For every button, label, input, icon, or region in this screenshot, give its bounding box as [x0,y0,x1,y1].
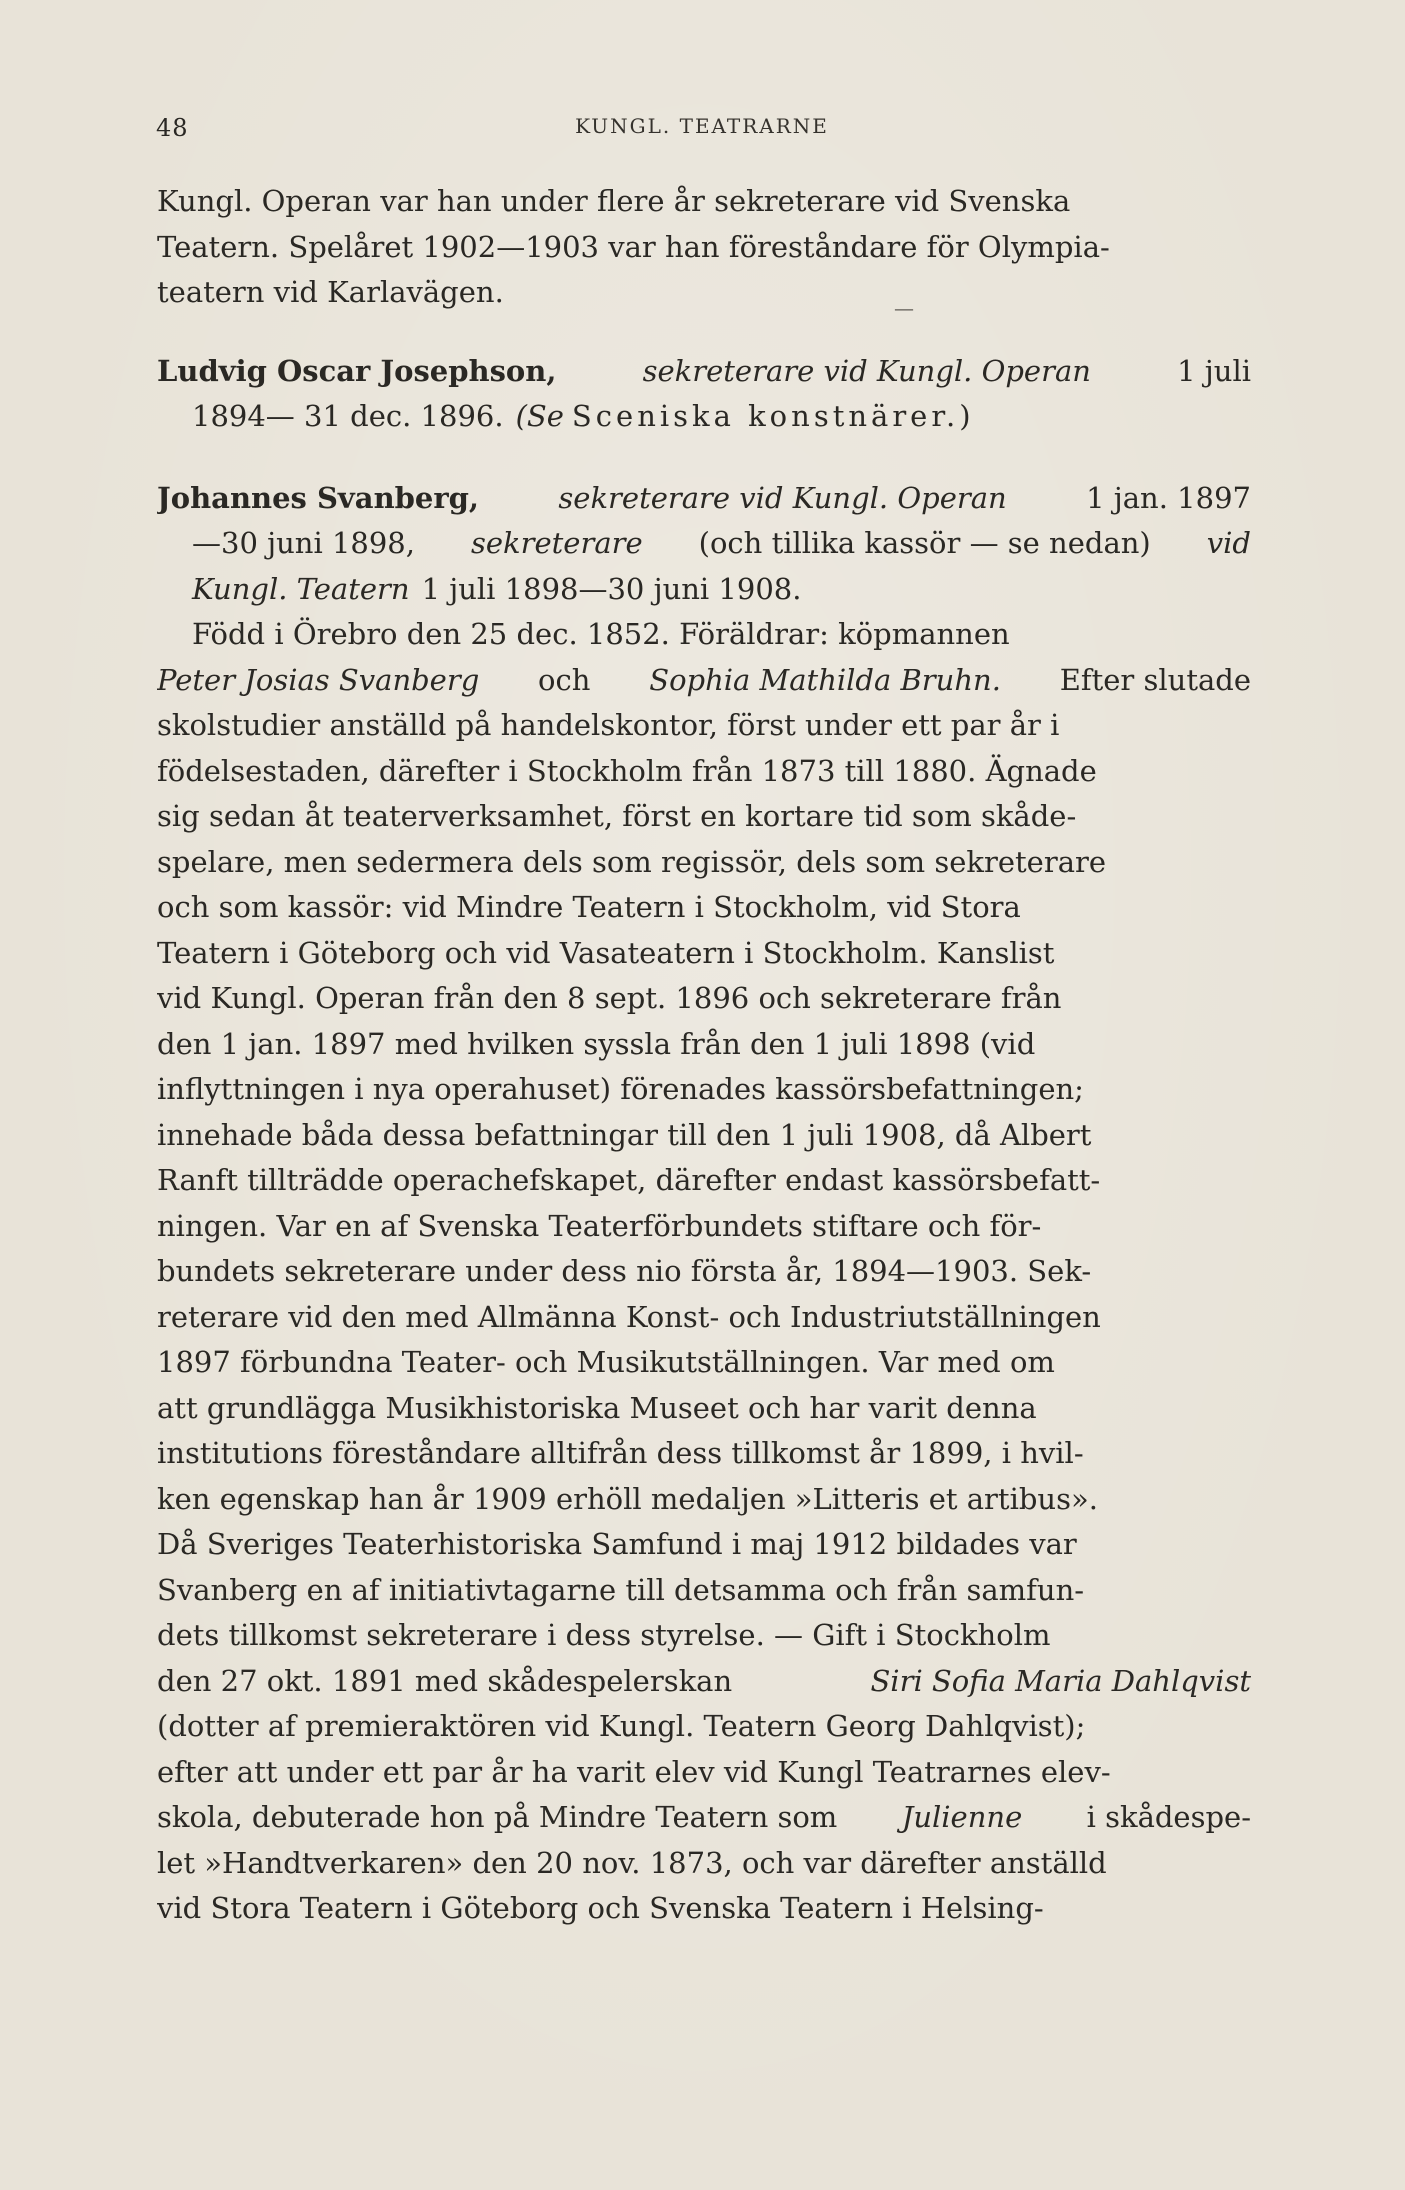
entry-name: Johannes Svanberg, [157,480,480,515]
text-fragment: teatern vid Karlavägen. [157,275,504,309]
text-line: Svanberg en af initiativtagarne till detsamma och från samfun- [157,1572,1085,1607]
text-line [157,1795,1251,1841]
page-header [156,114,1248,148]
text-line: let »Handtverkaren» den 20 nov. 1873, och var därefter anställd [157,1845,1107,1880]
text-line: Då Sveriges Teaterhistoriska Samfund i maj 1912 bildades var [157,1527,1077,1561]
cross-reference: Sceniska konstnärer.) [571,399,975,433]
entry-line-svanberg-1 [157,476,1251,522]
entry-date: 1 juli 1898—30 juni 1908. [421,571,802,606]
entry-line-josephson-2 [157,394,1251,440]
text-line: bundets sekreterare under dess nio första år, 1894—1903. Sek- [157,1254,1092,1288]
text-fragment: skola, debuterade hon på Mindre Teatern som [157,1800,838,1834]
cross-reference-open: (Se [515,399,564,433]
text-line: dets tillkomst sekreterare i dess styrelse. — Gift i Stockholm [157,1618,1051,1652]
text-line: att grundlägga Musikhistoriska Museet och har varit denna [157,1390,1037,1425]
text-line: 1897 förbundna Teater- och Musikutställningen. Var med om [157,1345,1055,1379]
entry-name: Ludvig Oscar Josephson, [157,353,557,388]
paragraph-gap [157,440,1251,476]
text-line: inflyttningen i nya operahuset) förenades kassörsbefattningen; [157,1072,1084,1106]
entry-date: 1 jan. 1897 [1086,480,1251,515]
text-line: födelsestaden, därefter i Stockholm från 1873 till 1880. Ägnade [157,753,1097,788]
page-number: 48 [156,114,189,142]
text-line: institutions föreståndare alltifrån dess tillkomst år 1899, i hvil- [157,1436,1084,1470]
text-line: reterare vid den med Allmänna Konst- och Industriutställningen [157,1299,1101,1334]
text-line: vid Stora Teatern i Göteborg och Svenska Teatern i Helsing- [157,1891,1044,1925]
entry-title: sekreterare vid Kungl. Operan [558,480,1007,515]
entry-date: 1 juli [1177,353,1251,388]
text-line: ken egenskap han år 1909 erhöll medaljen »Litteris et artibus». [157,1481,1098,1516]
text-line: Teatern i Göteborg och vid Vasateatern i Stockholm. Kanslist [157,935,1055,970]
stray-mark: — [894,296,914,316]
text-line [157,658,1251,704]
text-line: (dotter af premieraktören vid Kungl. Teatern Georg Dahlqvist); [157,1709,1086,1743]
entry-line-svanberg-2 [157,521,1251,567]
text-line: innehade båda dessa befattningar till den 1 juli 1908, då Albert [157,1117,1092,1152]
entry-title: vid [1206,526,1251,560]
entry-line-svanberg-3 [157,567,1251,613]
text-fragment: Efter slutade [1059,662,1251,697]
text-line [157,1659,1251,1705]
entry-date: —30 juni 1898, [192,526,415,560]
role-name: Julienne [901,1800,1023,1834]
person-name: Sophia Mathilda Bruhn. [649,662,1001,697]
text-line: Född i Örebro den 25 dec. 1852. Föräldrar: köpmannen [192,617,1010,651]
person-name: Peter Josias Svanberg [157,662,480,697]
paragraph-gap [157,316,1251,349]
text-line: vid Kungl. Operan från den 8 sept. 1896 och sekreterare från [157,981,1062,1015]
entry-date: 1894— 31 dec. 1896. [192,399,504,433]
text-fragment: och [538,662,591,697]
entry-title: sekreterare vid Kungl. Operan [642,353,1091,388]
text-line: och som kassör: vid Mindre Teatern i Stockholm, vid Stora [157,890,1021,924]
text-line: skolstudier anställd på handelskontor, först under ett par år i [157,708,1060,742]
text-fragment: den 27 okt. 1891 med skådespelerskan [157,1663,733,1698]
text-fragment: i skådespe- [1086,1800,1251,1834]
running-head: KUNGL. TEATRARNE [575,114,829,138]
text-line: spelare, men sedermera dels som regissör, dels som sekreterare [157,844,1107,879]
text-line: Kungl. Operan var han under flere år sekreterare vid Svenska [157,184,1071,218]
text-line: sig sedan åt teaterverksamhet, först en kortare tid som skåde- [157,799,1077,833]
entry-title: sekreterare [471,526,643,560]
entry-title: Kungl. Teatern [192,571,410,606]
text-line: ningen. Var en af Svenska Teaterförbundets stiftare och för- [157,1208,1042,1243]
person-name: Siri Sofia Maria Dahlqvist [870,1663,1251,1698]
page-body [157,179,1251,1932]
text-line [157,270,1251,316]
entry-line-josephson-1 [157,349,1251,395]
text-line: efter att under ett par år ha varit elev vid Kungl Teatrarnes elev- [157,1754,1111,1789]
text-line: Teatern. Spelåret 1902—1903 var han föreståndare för Olympia- [157,229,1110,264]
entry-note: (och tillika kassör — se nedan) [698,526,1151,560]
text-line: Ranft tillträdde operachefskapet, därefter endast kassörsbefatt- [157,1163,1101,1197]
text-line: den 1 jan. 1897 med hvilken syssla från den 1 juli 1898 (vid [157,1026,1036,1061]
